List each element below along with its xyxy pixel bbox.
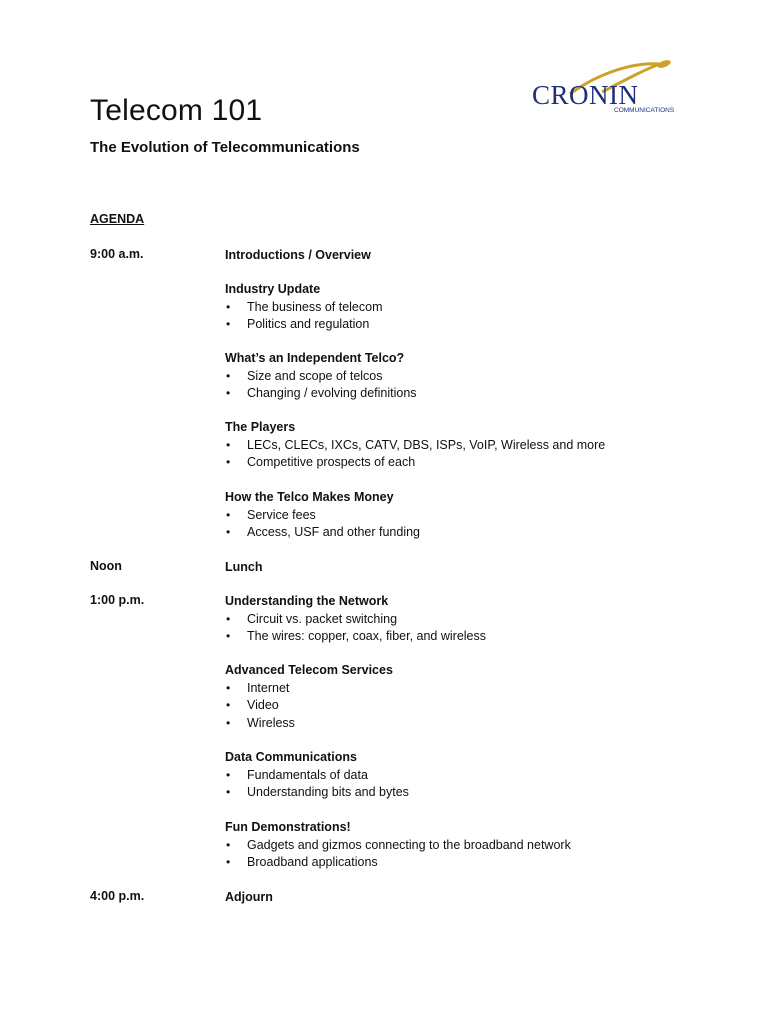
bullet-icon: • [226,629,231,643]
bullet-list [225,507,725,542]
bullet-item [225,784,725,802]
agenda-item [225,662,725,732]
bullet-text: The business of telecom [247,299,383,314]
agenda-item [225,819,725,872]
agenda-item [225,889,725,907]
bullet-icon: • [226,455,231,469]
bullet-text: Fundamentals of data [247,767,368,782]
time-label: Noon [90,559,122,573]
bullet-item [225,854,725,872]
bullet-item [225,316,725,334]
bullet-icon: • [226,368,231,383]
bullet-item [225,454,725,472]
bullet-list [225,299,725,334]
section-heading: Industry Update [225,282,321,296]
bullet-text: Broadband applications [247,855,378,869]
bullet-item [225,611,725,629]
section-heading: What’s an Independent Telco? [225,351,405,365]
bullet-icon: • [226,611,231,626]
bullet-item [225,628,725,646]
bullet-icon: • [226,299,231,314]
bullet-text: LECs, CLECs, IXCs, CATV, DBS, ISPs, VoIP, Wireless and more [247,437,606,452]
agenda-item [225,559,725,577]
bullet-item [225,767,725,785]
section-heading: The Players [225,420,296,434]
bullet-item [225,299,725,317]
bullet-item [225,507,725,525]
bullet-item [225,697,725,715]
bullet-list [225,437,725,472]
time-label: 1:00 p.m. [90,593,145,607]
section-heading: Advanced Telecom Services [225,663,393,677]
bullet-list [225,680,725,733]
agenda-item [225,593,725,646]
section-heading: Adjourn [225,890,273,904]
bullet-text: Gadgets and gizmos connecting to the broadband network [247,837,571,852]
agenda-item [225,247,725,265]
bullet-text: Wireless [247,715,295,730]
bullet-item [225,524,725,542]
bullet-icon: • [226,855,231,869]
cronin-logo [530,58,680,118]
bullet-text: Access, USF and other funding [247,525,421,539]
bullet-icon: • [226,386,231,400]
bullet-icon: • [226,785,231,799]
bullet-text: Video [247,698,279,712]
bullet-text: Circuit vs. packet switching [247,611,398,626]
bullet-item [225,837,725,855]
bullet-icon: • [226,317,231,331]
bullet-icon: • [226,507,231,522]
bullet-text: Internet [247,680,290,695]
bullet-text: Changing / evolving definitions [247,386,417,400]
section-heading: How the Telco Makes Money [225,490,394,504]
agenda-item [225,749,725,802]
bullet-list [225,837,725,872]
time-label: 9:00 a.m. [90,247,144,261]
agenda-item [225,281,725,334]
bullet-text: Politics and regulation [247,317,370,331]
section-heading: Data Communications [225,750,357,764]
bullet-icon: • [226,698,231,712]
bullet-text: Service fees [247,507,316,522]
agenda-item [225,350,725,403]
logo-tagline: COMMUNICATIONS [614,107,675,114]
bullet-list [225,368,725,403]
agenda-item [225,419,725,472]
logo-name: CRONIN [532,80,639,110]
bullet-item [225,368,725,386]
agenda-item [225,489,725,542]
bullet-item [225,715,725,733]
bullet-text: The wires: copper, coax, fiber, and wireless [247,629,487,643]
page-title: Telecom 101 [90,94,263,127]
page-subtitle: The Evolution of Telecommunications [90,139,360,156]
section-heading: Lunch [225,560,263,574]
agenda-label: AGENDA [90,212,145,226]
bullet-icon: • [226,767,231,782]
bullet-item [225,385,725,403]
bullet-icon: • [226,837,231,852]
bullet-item [225,680,725,698]
bullet-list [225,611,725,646]
bullet-item [225,437,725,455]
bullet-icon: • [226,437,231,452]
section-heading: Fun Demonstrations! [225,820,351,834]
bullet-list [225,767,725,802]
bullet-text: Competitive prospects of each [247,455,416,469]
bullet-icon: • [226,715,231,730]
bullet-icon: • [226,680,231,695]
section-heading: Understanding the Network [225,594,389,608]
time-label: 4:00 p.m. [90,889,145,903]
section-heading: Introductions / Overview [225,248,371,262]
bullet-icon: • [226,525,231,539]
bullet-text: Size and scope of telcos [247,368,383,383]
bullet-text: Understanding bits and bytes [247,785,409,799]
